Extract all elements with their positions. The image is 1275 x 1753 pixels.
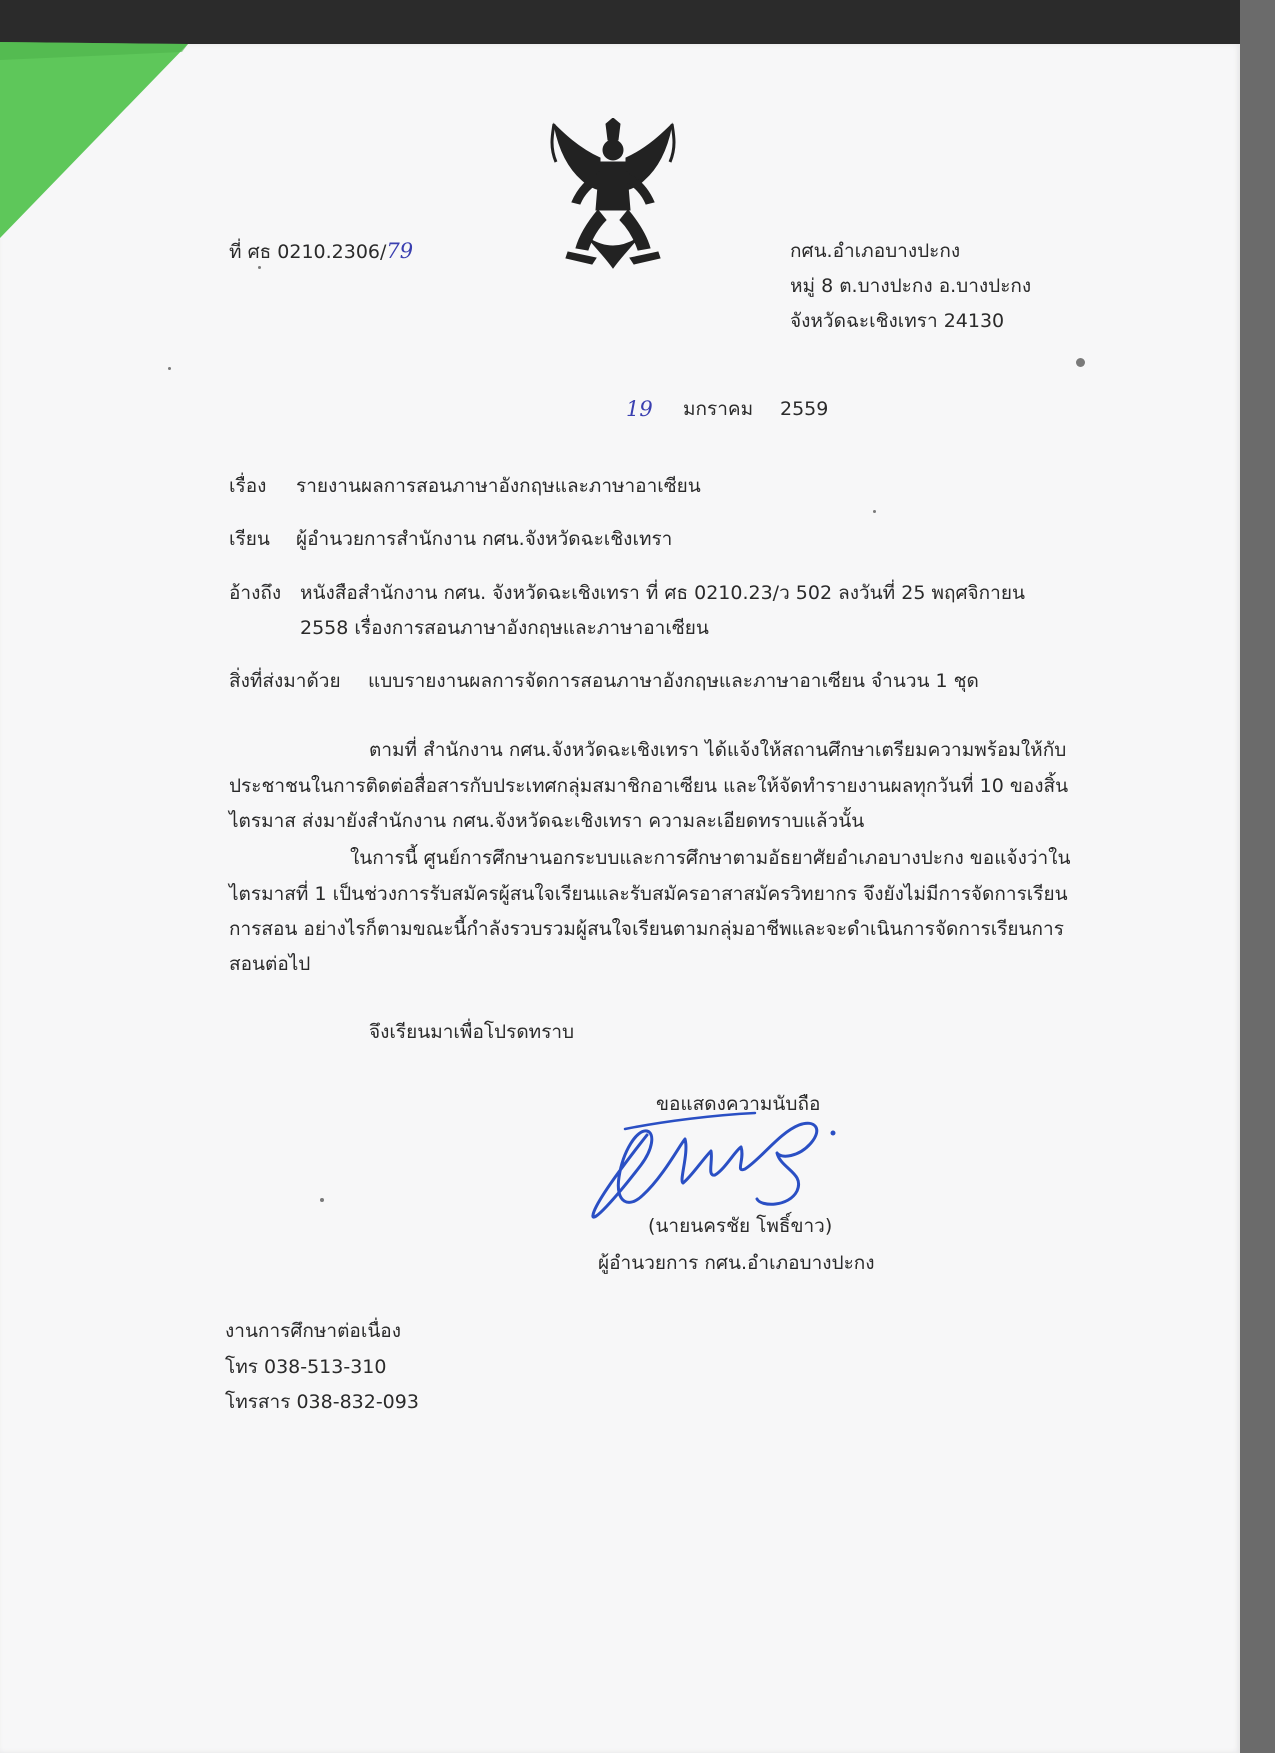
scan-speck — [1076, 358, 1085, 367]
signoff-name: (นายนครชัย โพธิ์ขาว) — [648, 1215, 833, 1237]
reference-label: อ้างถึง — [229, 582, 282, 604]
reference-line1: หนังสือสำนักงาน กศน. จังหวัดฉะเชิงเทรา ที่ ศธ 0210.23/ว 502 ลงวันที่ 25 พฤศจิกายน — [300, 582, 1025, 604]
body-paragraph2-line3: การสอน อย่างไรก็ตามขณะนี้กำลังรวบรวมผู้สนใจเรียนตามกลุ่มอาชีพและจะดำเนินการจัดการเรียนการ — [229, 918, 1064, 940]
body-paragraph1-line1: ตามที่ สำนักงาน กศน.จังหวัดฉะเชิงเทรา ได้แจ้งให้สถานศึกษาเตรียมความพร้อมให้กับ — [369, 739, 1067, 761]
subject-label: เรื่อง — [229, 475, 267, 497]
date-year: 2559 — [780, 398, 829, 420]
handwritten-signature — [585, 1103, 875, 1228]
scan-speck — [873, 510, 876, 513]
enclosure-label: สิ่งที่ส่งมาด้วย — [229, 670, 341, 692]
green-folder-tab — [0, 30, 200, 240]
enclosure-text: แบบรายงานผลการจัดการสอนภาษาอังกฤษและภาษาอาเซียน จำนวน 1 ชุด — [368, 670, 979, 692]
signoff-position: ผู้อำนวยการ กศน.อำเภอบางปะกง — [598, 1252, 875, 1274]
document-number-handwritten: 79 — [386, 239, 414, 263]
to-text: ผู้อำนวยการสำนักงาน กศน.จังหวัดฉะเชิงเทรา — [296, 528, 673, 550]
body-paragraph2-line1: ในการนี้ ศูนย์การศึกษานอกระบบและการศึกษาตามอัธยาศัยอำเภอบางปะกง ขอแจ้งว่าใน — [350, 847, 1071, 869]
reference-line2: 2558 เรื่องการสอนภาษาอังกฤษและภาษาอาเซียน — [300, 617, 709, 639]
scan-speck — [320, 1198, 324, 1202]
footer-phone: โทร 038-513-310 — [225, 1356, 387, 1378]
date-month: มกราคม — [683, 398, 754, 420]
org-address-line2: หมู่ 8 ต.บางปะกง อ.บางปะกง — [790, 275, 1032, 297]
signoff-regards: ขอแสดงความนับถือ — [656, 1093, 821, 1115]
org-address-line1: กศน.อำเภอบางปะกง — [790, 240, 961, 262]
footer-department: งานการศึกษาต่อเนื่อง — [225, 1320, 401, 1342]
garuda-emblem — [548, 118, 678, 270]
body-paragraph2-line4: สอนต่อไป — [229, 953, 311, 975]
scan-speck — [168, 367, 171, 370]
footer-fax: โทรสาร 038-832-093 — [225, 1391, 419, 1413]
scan-speck — [258, 266, 261, 269]
date-day: 19 — [626, 397, 653, 421]
subject-text: รายงานผลการสอนภาษาอังกฤษและภาษาอาเซียน — [296, 475, 701, 497]
to-label: เรียน — [229, 528, 270, 550]
document-number — [229, 238, 413, 265]
scan-edge — [1240, 0, 1275, 1753]
body-paragraph1-line3: ไตรมาส ส่งมายังสำนักงาน กศน.จังหวัดฉะเชิงเทรา ความละเอียดทราบแล้วนั้น — [229, 810, 865, 832]
body-paragraph2-line2: ไตรมาสที่ 1 เป็นช่วงการรับสมัครผู้สนใจเรียนและรับสมัครอาสาสมัครวิทยากร จึงยังไม่มีการจัดการเรียน — [229, 883, 1068, 905]
body-paragraph1-line2: ประชาชนในการติดต่อสื่อสารกับประเทศกลุ่มสมาชิกอาเซียน และให้จัดทำรายงานผลทุกวันที่ 10 ของสิ้น — [229, 775, 1069, 797]
document-number-prefix: ที่ ศธ 0210.2306/ — [229, 241, 387, 263]
org-address-line3: จังหวัดฉะเชิงเทรา 24130 — [790, 310, 1005, 332]
closing-request: จึงเรียนมาเพื่อโปรดทราบ — [369, 1021, 575, 1043]
